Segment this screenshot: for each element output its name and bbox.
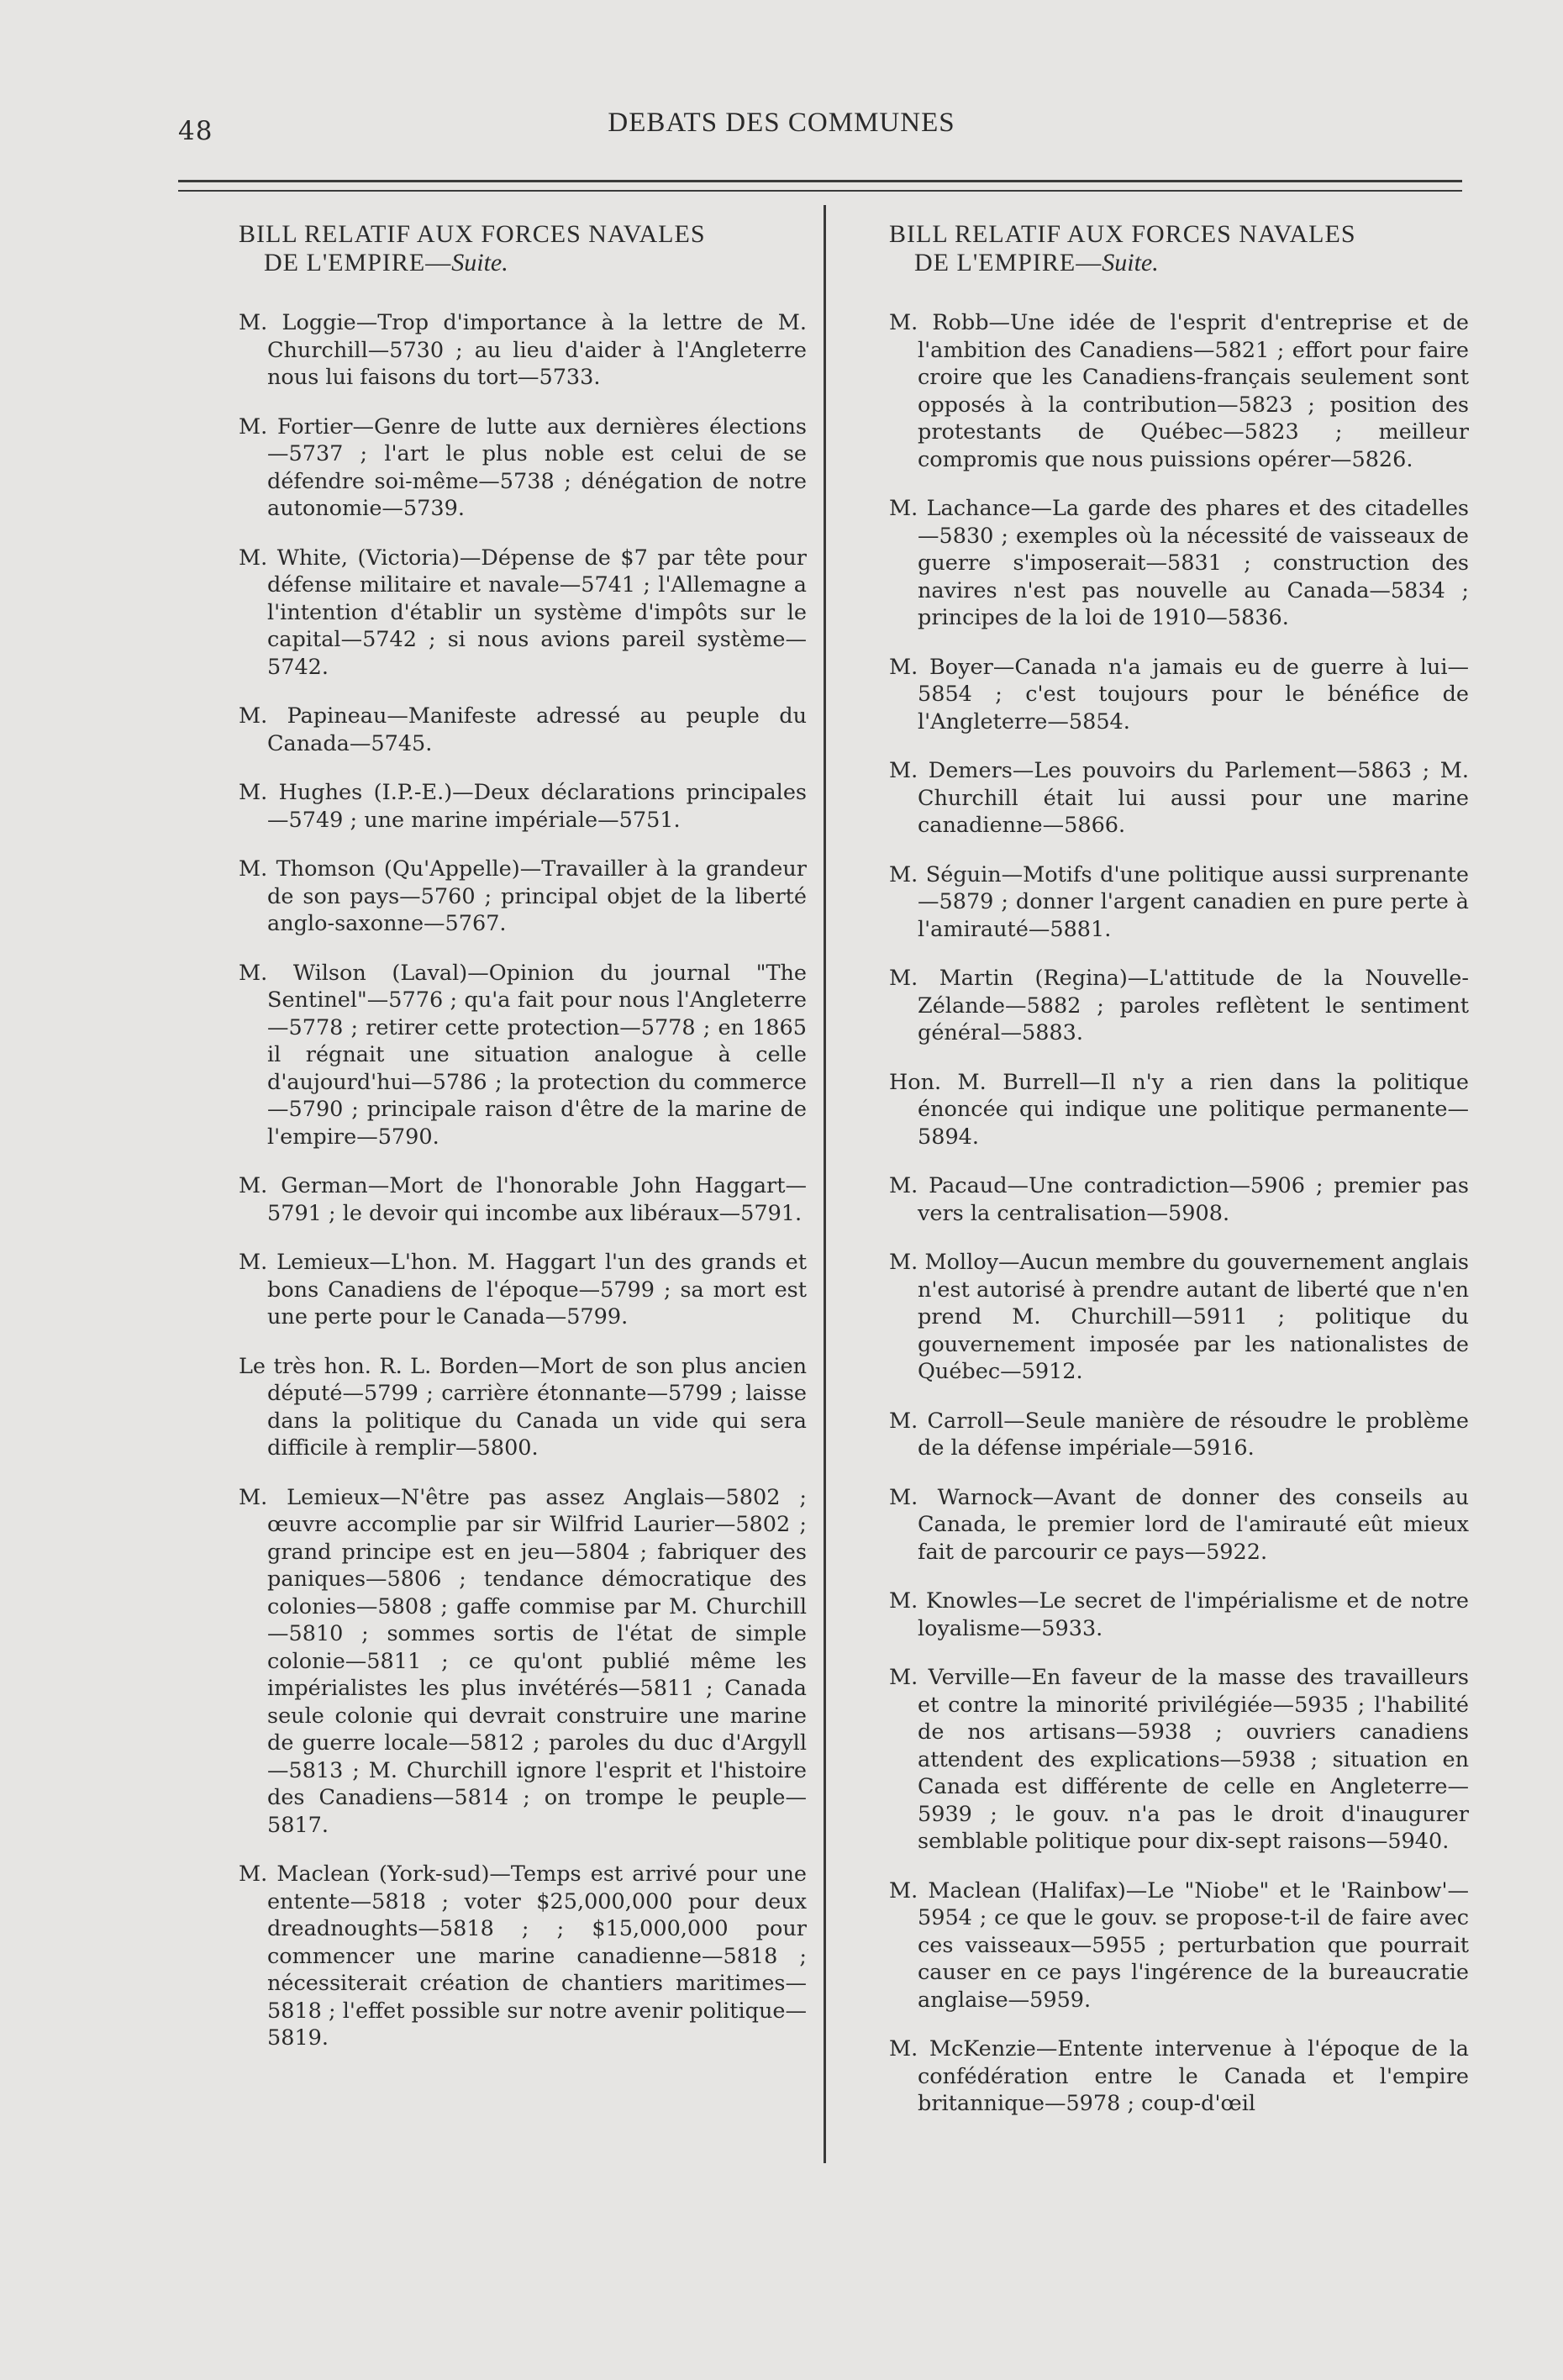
index-entry: Hon. M. Burrell—Il n'y a rien dans la politique énoncée qui indique une politique permanente—5894. [889,1069,1469,1150]
index-entry: M. Wilson (Laval)—Opinion du journal "The Sentinel"—5776 ; qu'a fait pour nous l'Angleterre—5778 ; retirer cette protection—5778 ; en 1865 il régnait une situation analogue à celle d'aujourd'hui—5786 ; la protection du commerce—5790 ; principale raison d'être de la marine de l'empire—5790. [239,960,807,1150]
index-entry: M. German—Mort de l'honorable John Haggart—5791 ; le devoir qui incombe aux libéraux—5791. [239,1173,807,1226]
left-column [239,220,807,2074]
page-number: 48 [178,116,213,146]
header-rule-top [178,180,1462,182]
index-entry: M. Thomson (Qu'Appelle)—Travailler à la grandeur de son pays—5760 ; principal objet de la liberté anglo-saxonne—5767. [239,856,807,936]
index-entry: M. Demers—Les pouvoirs du Parlement—5863 ; M. Churchill était lui aussi pour une marine canadienne—5866. [889,758,1469,838]
section-heading-line2-text: DE L'EMPIRE— [264,249,452,276]
index-entry: M. Loggie—Trop d'importance à la lettre de M. Churchill—5730 ; au lieu d'aider à l'Angleterre nous lui faisons du tort—5733. [239,310,807,390]
header-rule-bottom [178,190,1462,192]
section-heading [889,220,1469,277]
index-entry: M. Lemieux—N'être pas assez Anglais—5802 ; œuvre accomplie par sir Wilfrid Laurier—5802 ; grand principe est en jeu—5804 ; fabriquer des paniques—5806 ; tendance démocratique des colonies—5808 ; gaffe commise par M. Churchill—5810 ; sommes sortis de l'état de simple colonie—5811 ; ce qu'ont publié même les impérialistes les plus invétérés—5811 ; Canada seule colonie qui devrait construire une marine de guerre locale—5812 ; paroles du duc d'Argyll—5813 ; M. Churchill ignore l'esprit et l'histoire des Canadiens—5814 ; on trompe le peuple—5817. [239,1484,807,1838]
section-heading-line2-text: DE L'EMPIRE— [914,249,1103,276]
column-divider [824,205,826,2163]
index-entry: M. McKenzie—Entente intervenue à l'époque de la confédération entre le Canada et l'empire britannique—5978 ; coup-d'œil [889,2036,1469,2116]
index-entry: M. White, (Victoria)—Dépense de $7 par tête pour défense militaire et navale—5741 ; l'Allemagne a l'intention d'établir un système d'impôts sur le capital—5742 ; si nous avions pareil système—5742. [239,545,807,680]
index-entry: M. Molloy—Aucun membre du gouvernement anglais n'est autorisé à prendre autant de liberté que n'en prend M. Churchill—5911 ; politique du gouvernement imposée par les nationalistes de Québec—5912. [889,1250,1469,1384]
index-entry: Le très hon. R. L. Borden—Mort de son plus ancien député—5799 ; carrière étonnante—5799 ; laisse dans la politique du Canada un vide qui sera difficile à remplir—5800. [239,1353,807,1461]
index-entry: M. Fortier—Genre de lutte aux dernières élections—5737 ; l'art le plus noble est celui de se défendre soi-même—5738 ; dénégation de notre autonomie—5739. [239,413,807,521]
section-heading [239,220,807,277]
index-entry: M. Boyer—Canada n'a jamais eu de guerre à lui—5854 ; c'est toujours pour le bénéfice de l'Angleterre—5854. [889,654,1469,735]
right-entry-list [889,309,1469,2118]
index-entry: M. Knowles—Le secret de l'impérialisme et de notre loyalisme—5933. [889,1588,1469,1641]
section-heading-line2 [889,249,1469,277]
index-entry: M. Séguin—Motifs d'une politique aussi surprenante—5879 ; donner l'argent canadien en pure perte à l'amirauté—5881. [889,861,1469,942]
index-entry: M. Warnock—Avant de donner des conseils au Canada, le premier lord de l'amirauté eût mieux fait de parcourir ce pays—5922. [889,1484,1469,1565]
section-heading-suffix: Suite. [1102,249,1159,276]
index-entry: M. Lemieux—L'hon. M. Haggart l'un des grands et bons Canadiens de l'époque—5799 ; sa mort est une perte pour le Canada—5799. [239,1250,807,1330]
right-column [889,220,1469,2140]
section-heading-line1: BILL RELATIF AUX FORCES NAVALES [889,220,1356,248]
index-entry: M. Carroll—Seule manière de résoudre le problème de la défense impériale—5916. [889,1408,1469,1461]
left-entry-list [239,309,807,2052]
index-entry: M. Lachance—La garde des phares et des citadelles—5830 ; exemples où la nécessité de vaisseaux de guerre s'imposerait—5831 ; construction des navires n'est pas nouvelle au Canada—5834 ; principes de la loi de 1910—5836. [889,496,1469,630]
index-entry: M. Verville—En faveur de la masse des travailleurs et contre la minorité privilégiée—5935 ; l'habilité de nos artisans—5938 ; ouvriers canadiens attendent des explications—5938 ; situation en Canada est différente de celle en Angleterre—5939 ; le gouv. n'a pas le droit d'inaugurer semblable politique pour dix-sept raisons—5940. [889,1665,1469,1854]
section-heading-line1: BILL RELATIF AUX FORCES NAVALES [239,220,706,248]
index-entry: M. Pacaud—Une contradiction—5906 ; premier pas vers la centralisation—5908. [889,1173,1469,1226]
index-entry: M. Maclean (York-sud)—Temps est arrivé pour une entente—5818 ; voter $25,000,000 pour deux dreadnoughts—5818 ; ; $15,000,000 pour commencer une marine canadienne—5818 ; nécessiterait création de chantiers maritimes—5818 ; l'effet possible sur notre avenir politique—5819. [239,1861,807,2051]
index-entry: M. Hughes (I.P.-E.)—Deux déclarations principales—5749 ; une marine impériale—5751. [239,780,807,833]
index-entry: M. Martin (Regina)—L'attitude de la Nouvelle-Zélande—5882 ; paroles reflètent le sentiment général—5883. [889,966,1469,1045]
section-heading-line2 [239,249,807,277]
index-entry: M. Maclean (Halifax)—Le "Niobe" et le 'Rainbow'—5954 ; ce que le gouv. se propose-t-il de faire avec ces vaisseaux—5955 ; perturbation que pourrait causer en ce pays l'ingérence de la bureaucratie anglaise—5959. [889,1877,1469,2013]
running-title: DEBATS DES COMMUNES [608,108,955,138]
index-entry: M. Robb—Une idée de l'esprit d'entreprise et de l'ambition des Canadiens—5821 ; effort pour faire croire que les Canadiens-français seulement sont opposés à la contribution—5823 ; position des protestants de Québec—5823 ; meilleur compromis que nous puissions opérer—5826. [889,310,1469,472]
index-entry: M. Papineau—Manifeste adressé au peuple du Canada—5745. [239,703,807,756]
section-heading-suffix: Suite. [451,249,508,276]
